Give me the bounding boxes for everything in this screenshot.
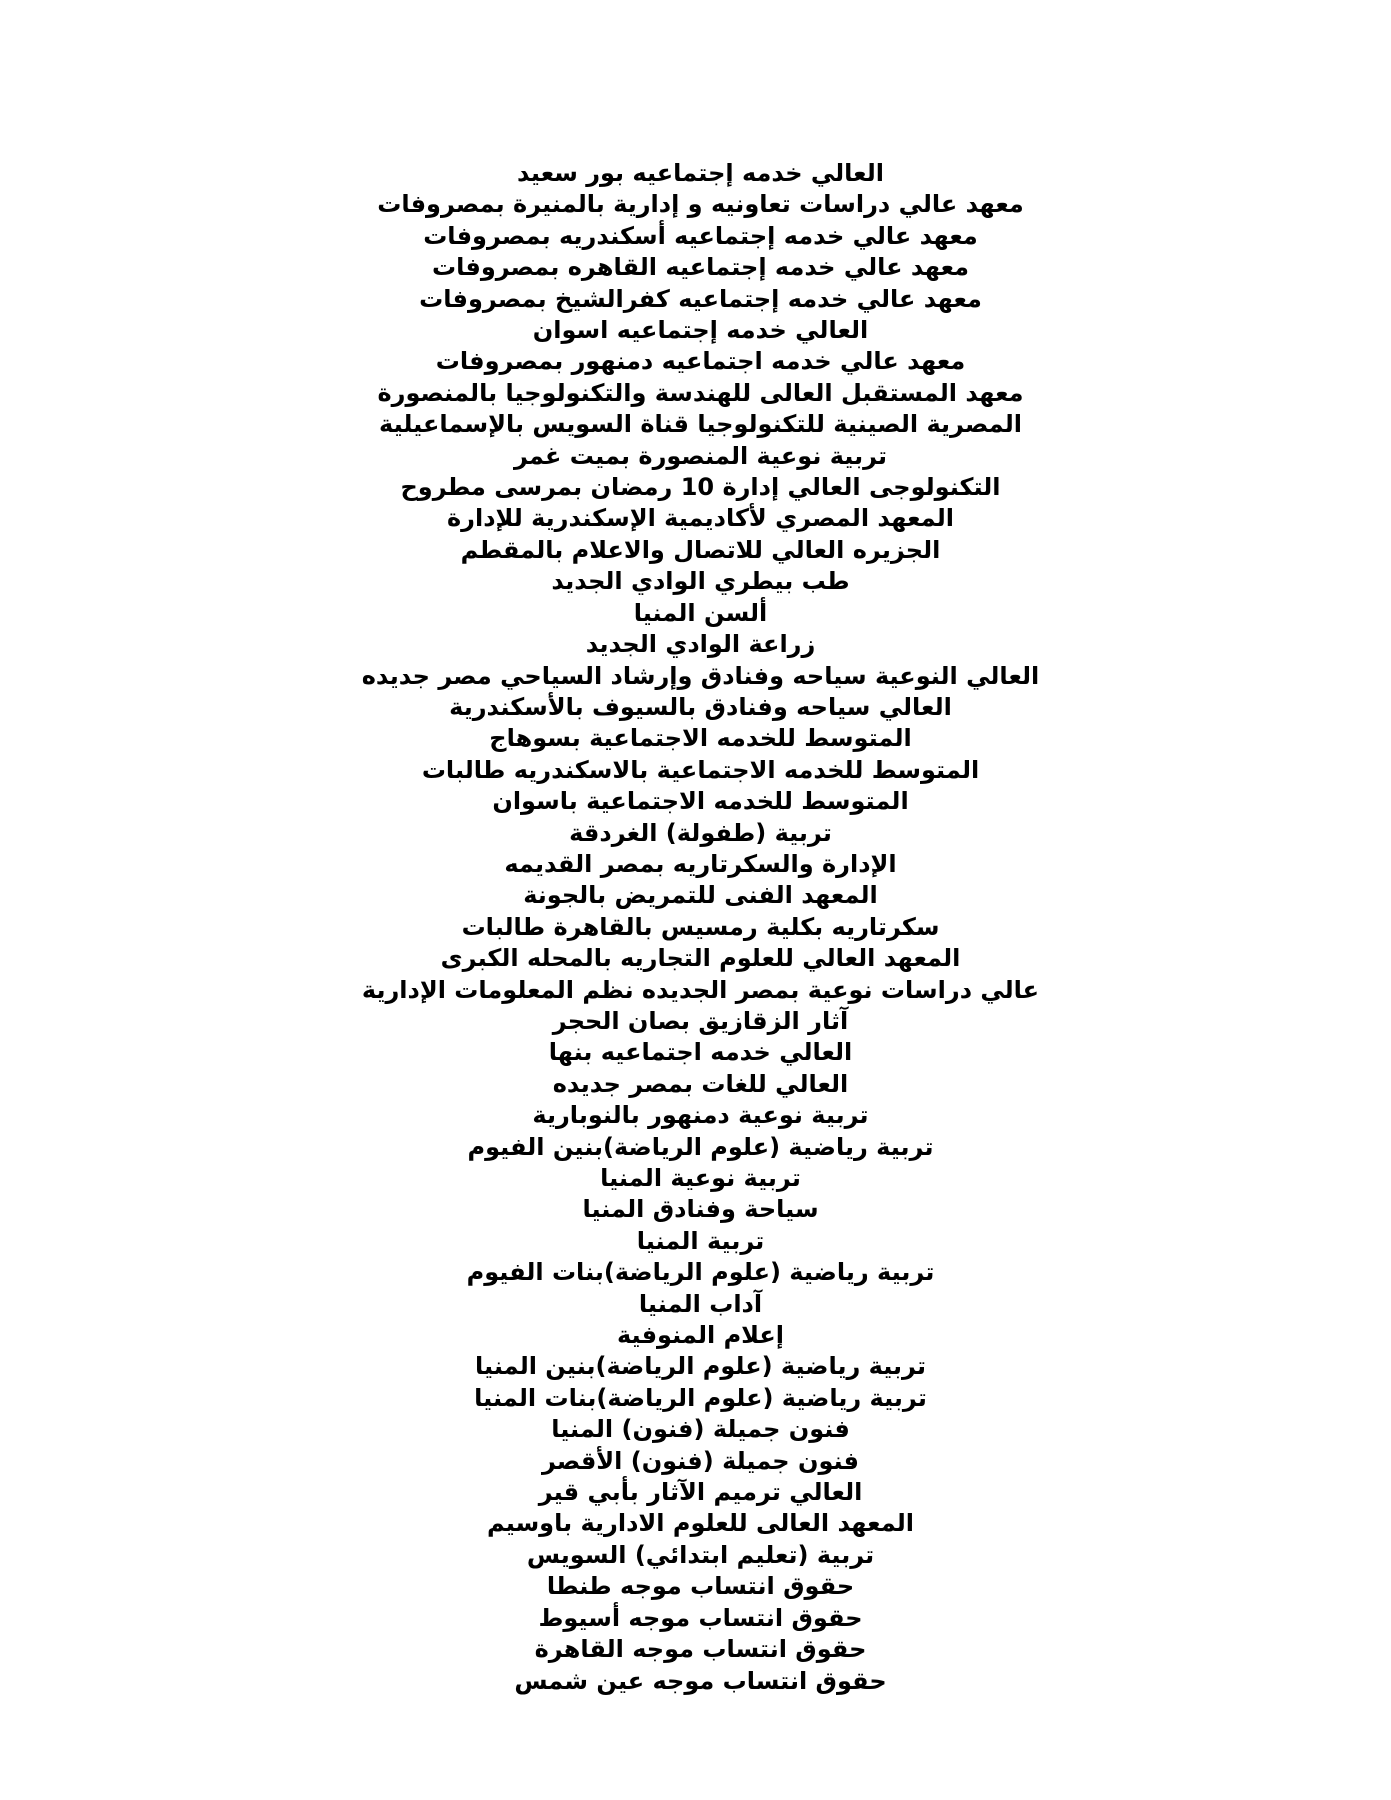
list-item: العالي خدمه إجتماعيه بور سعيد bbox=[517, 159, 884, 187]
list-item: طب بيطري الوادي الجديد bbox=[551, 567, 850, 596]
list-item: تربية (تعليم ابتدائي) السويس bbox=[526, 1540, 875, 1569]
list-item: تربية نوعية دمنهور بالنوبارية bbox=[532, 1101, 869, 1130]
list-item: حقوق انتساب موجه طنطا bbox=[546, 1572, 855, 1601]
list-item: سكرتاريه بكلية رمسيس بالقاهرة طالبات bbox=[461, 912, 940, 941]
list-item: العالي خدمه إجتماعيه اسوان bbox=[532, 316, 869, 345]
list-item: ألسن المنيا bbox=[633, 598, 768, 627]
list-item: حقوق انتساب موجه أسيوط bbox=[538, 1603, 863, 1632]
list-item: المعهد الفنى للتمريض بالجونة bbox=[523, 881, 878, 910]
list-item: معهد عالي خدمه إجتماعيه كفرالشيخ بمصروفات bbox=[419, 284, 982, 313]
list-item: فنون جميلة (فنون) المنيا bbox=[551, 1415, 850, 1444]
list-item: العالي للغات بمصر جديده bbox=[552, 1069, 849, 1098]
list-item: حقوق انتساب موجه القاهرة bbox=[534, 1635, 867, 1664]
list-item: تربية رياضية (علوم الرياضة)بنات المنيا bbox=[474, 1383, 927, 1412]
list-item: تربية المنيا bbox=[636, 1226, 765, 1255]
list-item: معهد المستقبل العالى للهندسة والتكنولوجيا بالمنصورة bbox=[377, 378, 1024, 407]
list-item: المعهد العالى للعلوم الادارية باوسيم bbox=[486, 1509, 915, 1538]
institute-list bbox=[211, 158, 1191, 1697]
list-item: عالي دراسات نوعية بمصر الجديده نظم المعلومات الإدارية bbox=[361, 975, 1040, 1004]
list-item: إعلام المنوفية bbox=[616, 1321, 785, 1350]
list-item: تربية رياضية (علوم الرياضة)بنين المنيا bbox=[475, 1352, 926, 1381]
list-item: معهد عالي خدمه إجتماعيه القاهره بمصروفات bbox=[431, 253, 970, 282]
list-item: فنون جميلة (فنون) الأقصر bbox=[541, 1446, 859, 1475]
list-item: تربية (طفولة) الغردقة bbox=[569, 818, 832, 847]
list-item: العالي خدمه اجتماعيه بنها bbox=[548, 1038, 853, 1067]
list-item: المتوسط للخدمه الاجتماعية بالاسكندريه طالبات bbox=[421, 755, 980, 784]
list-item: المعهد العالي للعلوم التجاريه بالمحله الكبرى bbox=[440, 944, 961, 973]
list-item: العالي النوعية سياحه وفنادق وإرشاد السياحي مصر جديده bbox=[361, 661, 1040, 690]
list-item: التكنولوجى العالي إدارة 10 رمضان بمرسى مطروح bbox=[400, 473, 1001, 502]
list-item: المصرية الصينية للتكنولوجيا قناة السويس بالإسماعيلية bbox=[379, 410, 1022, 439]
list-item: المتوسط للخدمه الاجتماعية بسوهاج bbox=[489, 724, 912, 753]
list-item: معهد عالي دراسات تعاونيه و إدارية بالمنيرة بمصروفات bbox=[377, 190, 1024, 219]
list-item: الجزيره العالي للاتصال والاعلام بالمقطم bbox=[460, 535, 941, 564]
list-item: آداب المنيا bbox=[638, 1289, 763, 1318]
list-item: المتوسط للخدمه الاجتماعية باسوان bbox=[492, 787, 909, 816]
list-item: المعهد المصري لأكاديمية الإسكندرية للإدارة bbox=[447, 504, 954, 533]
list-item: تربية نوعية المنصورة بميت غمر bbox=[513, 441, 888, 470]
list-item: زراعة الوادي الجديد bbox=[585, 630, 816, 659]
list-item: آثار الزقازيق بصان الحجر bbox=[552, 1006, 849, 1035]
list-item: تربية رياضية (علوم الرياضة)بنين الفيوم bbox=[467, 1132, 934, 1161]
list-item: العالي سياحه وفنادق بالسيوف بالأسكندرية bbox=[449, 692, 952, 721]
list-item: معهد عالي خدمه إجتماعيه أسكندريه بمصروفات bbox=[423, 221, 978, 250]
list-item: العالي ترميم الآثار بأبي قير bbox=[538, 1478, 863, 1507]
list-item: الإدارة والسكرتاريه بمصر القديمه bbox=[504, 849, 897, 878]
list-item: معهد عالي خدمه اجتماعيه دمنهور بمصروفات bbox=[435, 347, 966, 376]
list-item: سياحة وفنادق المنيا bbox=[582, 1195, 819, 1224]
list-item: تربية نوعية المنيا bbox=[600, 1164, 801, 1192]
list-item: حقوق انتساب موجه عين شمس bbox=[514, 1666, 887, 1695]
list-item: تربية رياضية (علوم الرياضة)بنات الفيوم bbox=[466, 1258, 935, 1287]
